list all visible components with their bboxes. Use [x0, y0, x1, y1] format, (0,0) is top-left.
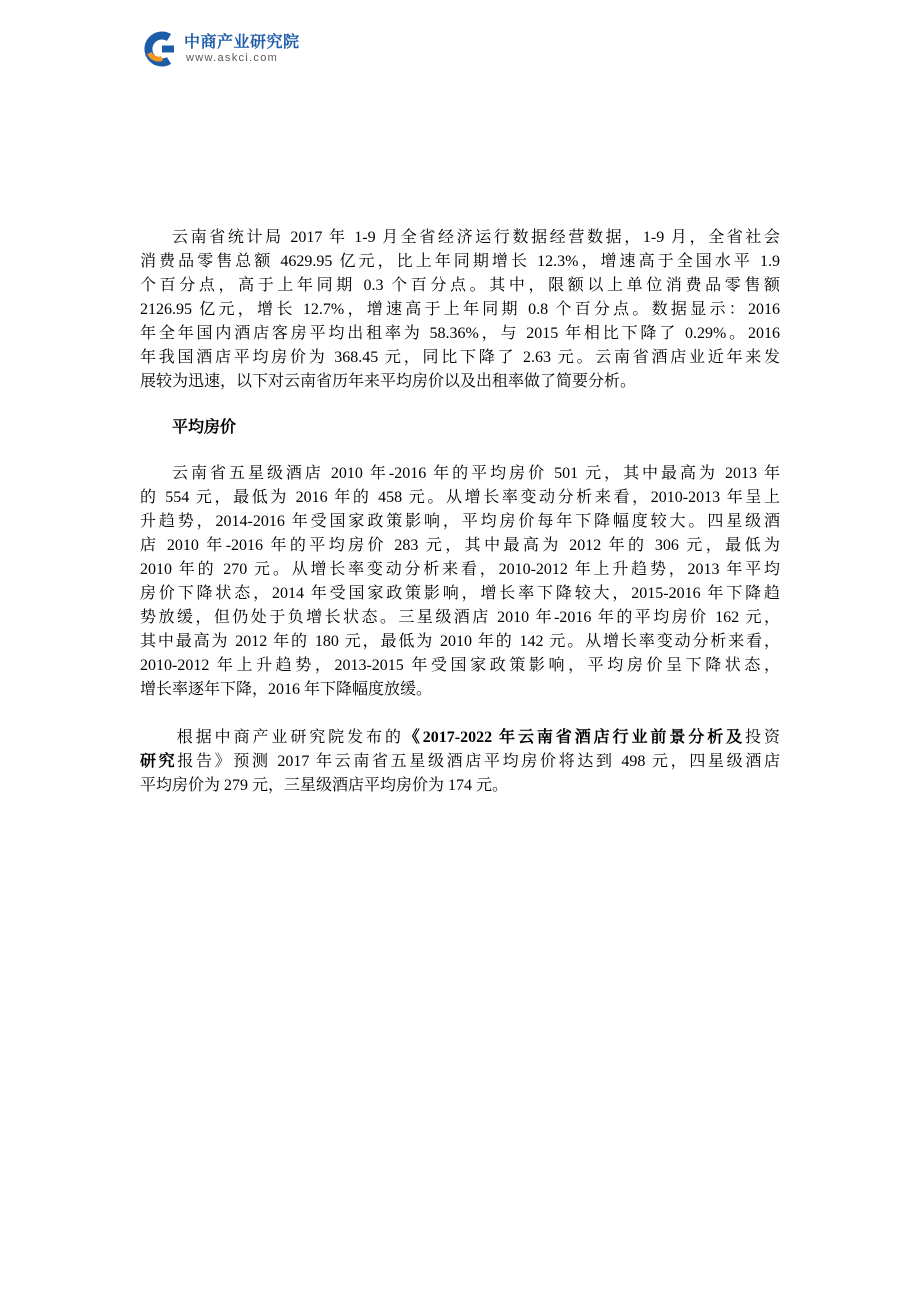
forecast-lead-text: 根据中商产业研究院发布的 — [176, 729, 404, 746]
analysis-line: 其中最高为 2012 年的 180 元，最低为 2010 年的 142 元。从增长率变动分析来看， — [140, 633, 780, 650]
intro-line: 展较为迅速，以下对云南省历年来平均房价以及出租率做了简要分析。 — [140, 373, 637, 390]
analysis-line: 势放缓，但仍处于负增长状态。三星级酒店 2010 年-2016 年的平均房价 162 元， — [140, 609, 780, 626]
report-title: 《2017-2022 年云南省酒店行业前景分析及 — [403, 729, 746, 746]
report-title-continued: 研究 — [140, 753, 178, 770]
intro-line: 云南省统计局 2017 年 1-9 月全省经济运行数据经营数据，1-9 月，全省社会 — [172, 229, 780, 246]
intro-line: 年全年国内酒店客房平均出租率为 58.36%，与 2015 年相比下降了 0.29%。2016 — [140, 325, 780, 342]
forecast-line — [140, 726, 780, 750]
intro-line: 消费品零售总额 4629.95 亿元，比上年同期增长 12.3%，增速高于全国水平 1.9 — [140, 253, 780, 270]
forecast-paragraph — [140, 726, 780, 798]
intro-line: 个百分点，高于上年同期 0.3 个百分点。其中，限额以上单位消费品零售额 — [140, 277, 780, 294]
analysis-line: 2010 年的 270 元。从增长率变动分析来看，2010-2012 年上升趋势，2013 年平均 — [140, 561, 780, 578]
intro-paragraph — [140, 226, 780, 394]
logo-url[interactable]: www.askci.com — [186, 52, 279, 64]
forecast-text: 投资 — [745, 729, 780, 746]
analysis-line: 2010-2012 年上升趋势，2013-2015 年受国家政策影响，平均房价呈下降状态， — [140, 657, 780, 674]
askci-logo[interactable] — [140, 30, 340, 68]
askci-logo-icon — [140, 31, 180, 67]
forecast-text: 报告》预测 2017 年云南省五星级酒店平均房价将达到 498 元，四星级酒店 — [177, 753, 780, 770]
intro-line: 2126.95 亿元，增长 12.7%，增速高于上年同期 0.8 个百分点。数据显示：2016 — [140, 301, 780, 318]
analysis-line: 升趋势，2014-2016 年受国家政策影响，平均房价每年下降幅度较大。四星级酒 — [140, 513, 780, 530]
analysis-line: 云南省五星级酒店 2010 年-2016 年的平均房价 501 元，其中最高为 2013 年 — [172, 465, 780, 482]
analysis-line: 店 2010 年-2016 年的平均房价 283 元，其中最高为 2012 年的 306 元，最低为 — [140, 537, 780, 554]
forecast-line: 平均房价为 279 元，三星级酒店平均房价为 174 元。 — [140, 777, 509, 794]
analysis-line: 增长率逐年下降，2016 年下降幅度放缓。 — [140, 681, 433, 698]
intro-line: 年我国酒店平均房价为 368.45 元，同比下降了 2.63 元。云南省酒店业近年来发 — [140, 349, 780, 366]
analysis-paragraph — [140, 462, 780, 702]
section-heading: 平均房价 — [172, 419, 237, 436]
logo-title: 中商产业研究院 — [184, 32, 300, 51]
forecast-line — [140, 750, 780, 774]
analysis-line: 的 554 元，最低为 2016 年的 458 元。从增长率变动分析来看，2010-2013 年呈上 — [140, 489, 780, 506]
analysis-line: 房价下降状态，2014 年受国家政策影响，增长率下降较大，2015-2016 年下降趋 — [140, 585, 780, 602]
